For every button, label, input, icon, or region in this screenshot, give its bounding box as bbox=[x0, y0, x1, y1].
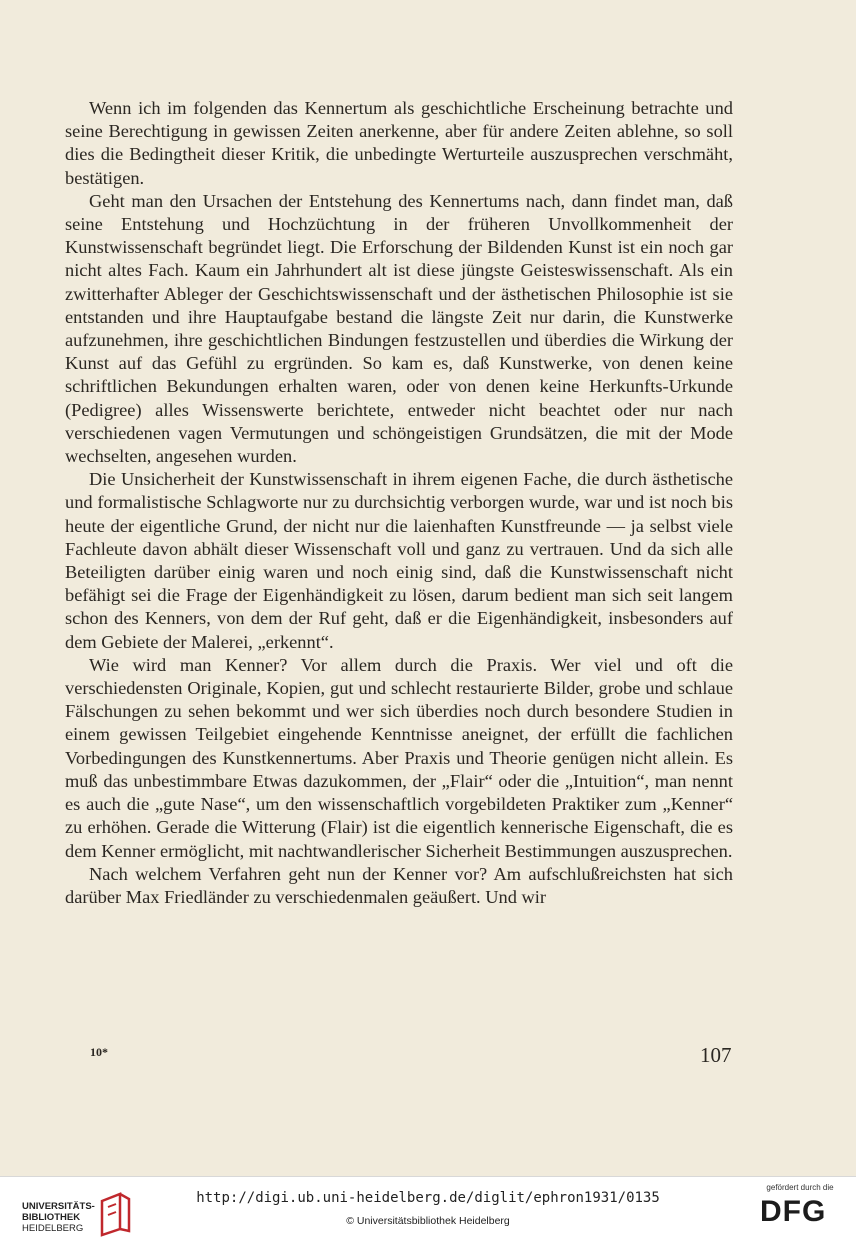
viewer-footer bbox=[0, 1176, 856, 1238]
signature-mark: 10* bbox=[90, 1045, 108, 1059]
paragraph-1: Wenn ich im folgenden das Kennertum als geschichtliche Erscheinung betrachte und seine Berechtigung in gewissen Zeiten anerkenne, aber für andere Zeiten ablehne, so soll dies die Bedingtheit dieser Kritik, die unbedingte Werturteile auszusprechen verschmäht, bestätigen. bbox=[65, 98, 733, 188]
copyright-notice: © Universitätsbibliothek Heidelberg bbox=[346, 1215, 510, 1227]
paragraph-5: Nach welchem Verfahren geht nun der Kenner vor? Am aufschlußreichsten hat sich darüber Max Friedländer zu verschiedenmalen geäußert. Und wir bbox=[65, 863, 733, 907]
paragraph-3: Die Unsicherheit der Kunstwissenschaft in ihrem eigenen Fache, die durch ästhetische und formalistische Schlagworte nur zu durchsichtig verborgen wurde, war und ist noch bis heute der eigentliche Grund, der nicht nur die laienhaften Kunstfreunde — ja selbst viele Fachleute davon abhält dieser Wissenschaft voll und ganz zu vertrauen. Und da sich alle Beteiligten darüber einig waren und noch einig sind, daß die Kunstwissenschaft nicht befähigt sei die Frage der Eigenhändigkeit zu lösen, darum bedient man sich seit langem schon des Kenners, von dem der Ruf geht, daß er die Eigenhändigkeit, insbesonders auf dem Gebiete der Malerei, „erkennt“. bbox=[65, 469, 733, 652]
library-name-line-2: BIBLIOTHEK bbox=[22, 1212, 81, 1223]
page-number: 107 bbox=[700, 1043, 732, 1067]
paragraph-4: Wie wird man Kenner? Vor allem durch die Praxis. Wer viel und oft die verschiedensten Originale, Kopien, gut und schlecht restaurierte Bilder, grobe und schlaue Fälschungen zu sehen bekommt und wer sich überdies noch durch besondere Studien in einem gewissen Teilgebiet eingehende Kenntnisse aneignet, der erfüllt die fachlichen Vorbedingungen des Kunstkennertums. Aber Praxis und Theorie genügen nicht allein. Es muß das unbestimmbare Etwas dazukommen, der „Flair“ oder die „Intuition“, man nennt es auch die „gute Nase“, um den wissenschaftlich vorgebildeten Praktiker zum „Kenner“ zu erhöhen. Gerade die Witterung (Flair) ist die eigentlich kennerische Eigenschaft, die es dem Kenner ermöglicht, mit nachtwandlerischer Sicherheit Bestimmungen auszusprechen. bbox=[65, 654, 733, 861]
body-text bbox=[65, 97, 733, 909]
dfg-logo[interactable]: DFG bbox=[760, 1195, 827, 1228]
funding-note: gefördert durch die bbox=[766, 1183, 834, 1192]
library-name-line-1: UNIVERSITÄTS- bbox=[22, 1201, 95, 1212]
paragraph-2: Geht man den Ursachen der Entstehung des Kennertums nach, dann findet man, daß seine Entstehung und Hochzüchtung in der früheren Unvollkommenheit der Kunstwissenschaft begründet liegt. Die Erforschung der Bildenden Kunst ist ein noch gar nicht altes Fach. Kaum ein Jahrhundert alt ist diese jüngste Geisteswissenschaft. Als ein zwitterhafter Ableger der Geschichtswissenschaft und der ästhetischen Philosophie ist sie entstanden und ihre Hauptaufgabe bestand die längste Zeit nur darin, die Kunstwerke aufzunehmen, ihre geschichtlichen Bindungen festzustellen und überdies die Wirkung der Kunst auf das Gefühl zu ergründen. So kam es, daß Kunstwerke, von denen keine schriftlichen Bekundungen erhalten waren, oder von denen keine Herkunfts-Urkunde (Pedigree) alles Wissenswerte berichtete, entweder nicht beachtet oder nur nach verschiedenen vagen Vermutungen und schöngeistigen Grundsätzen, die mit der Mode wechselten, angesehen wurden. bbox=[65, 190, 733, 467]
library-name-line-3: HEIDELBERG bbox=[22, 1223, 84, 1234]
permalink-url[interactable]: http://digi.ub.uni-heidelberg.de/diglit/ephron1931/0135 bbox=[196, 1190, 660, 1206]
